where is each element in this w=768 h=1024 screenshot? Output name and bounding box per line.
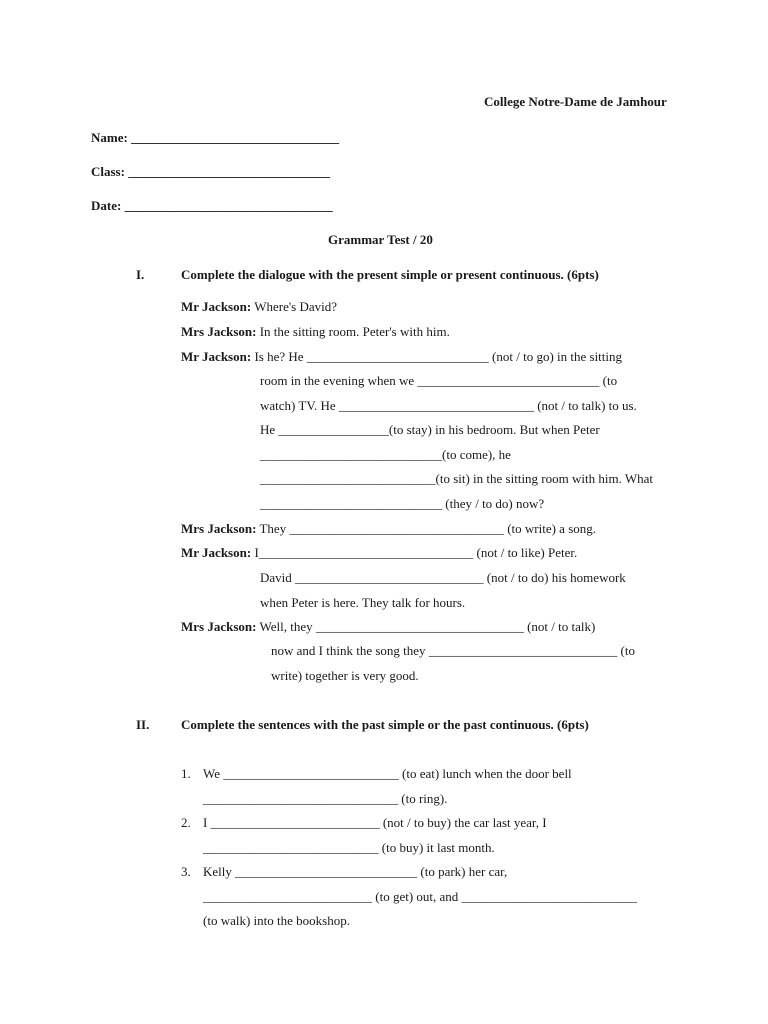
item-line: __________________________ (to get) out, and ___________________________ — [203, 889, 638, 904]
item-line: ___________________________ (to buy) it last month. — [203, 840, 495, 855]
name-blank[interactable]: _________________________________ — [131, 130, 339, 145]
date-blank[interactable]: _________________________________ — [124, 198, 333, 213]
dialogue-line — [181, 521, 596, 537]
name-field — [91, 130, 339, 146]
speaker-label: Mrs Jackson: — [181, 521, 257, 536]
dialogue-line — [181, 349, 622, 365]
speaker-label: Mrs Jackson: — [181, 324, 257, 339]
test-title: Grammar Test / 20 — [328, 232, 433, 247]
dialogue-line — [181, 324, 450, 340]
dialogue-text: room in the evening when we ____________________________ (to — [260, 373, 618, 388]
item-line: We ___________________________ (to eat) lunch when the door bell — [203, 766, 572, 781]
dialogue-line — [181, 299, 337, 315]
speaker-label: Mr Jackson: — [181, 545, 252, 560]
class-blank[interactable]: ________________________________ — [128, 164, 330, 179]
dialogue-text: now and I think the song they _____________________________ (to — [271, 643, 635, 658]
speaker-label: Mr Jackson: — [181, 349, 252, 364]
dialogue-text: I_________________________________ (not / to like) Peter. — [254, 545, 578, 560]
dialogue-text: write) together is very good. — [271, 668, 419, 683]
class-label: Class: — [91, 164, 125, 179]
dialogue-text: David _____________________________ (not / to do) his homework — [260, 570, 626, 585]
section2-instruction: Complete the sentences with the past simple or the past continuous. (6pts) — [181, 717, 589, 732]
dialogue-text: Well, they ________________________________ (not / to talk) — [259, 619, 596, 634]
dialogue-text: In the sitting room. Peter's with him. — [259, 324, 450, 339]
dialogue-text: Where's David? — [254, 299, 338, 314]
name-label: Name: — [91, 130, 128, 145]
item-line: I __________________________ (not / to buy) the car last year, I — [203, 815, 547, 830]
class-field — [91, 164, 330, 180]
item-number: 1. — [181, 766, 191, 781]
item-line: ______________________________ (to ring). — [203, 791, 448, 806]
dialogue-text: ____________________________ (they / to do) now? — [260, 496, 545, 511]
speaker-label: Mrs Jackson: — [181, 619, 257, 634]
school-name: College Notre-Dame de Jamhour — [484, 94, 667, 109]
item-line: (to walk) into the bookshop. — [203, 913, 350, 928]
dialogue-text: They _________________________________ (to write) a song. — [259, 521, 597, 536]
item-number: 3. — [181, 864, 191, 879]
dialogue-text: watch) TV. He ______________________________ (not / to talk) to us. — [260, 398, 637, 413]
dialogue-text: when Peter is here. They talk for hours. — [260, 595, 466, 610]
item-line: Kelly ____________________________ (to park) her car, — [203, 864, 508, 879]
section2-number: II. — [136, 717, 150, 732]
section1-number: I. — [136, 267, 145, 282]
date-label: Date: — [91, 198, 122, 213]
speaker-label: Mr Jackson: — [181, 299, 252, 314]
dialogue-line — [181, 619, 595, 635]
date-field — [91, 198, 332, 214]
dialogue-text: ___________________________(to sit) in the sitting room with him. What — [260, 471, 653, 486]
item-number: 2. — [181, 815, 191, 830]
dialogue-text: ____________________________(to come), he — [260, 447, 511, 462]
dialogue-line — [181, 545, 577, 561]
dialogue-text: Is he? He ____________________________ (not / to go) in the sitting — [254, 349, 623, 364]
dialogue-text: He _________________(to stay) in his bedroom. But when Peter — [260, 422, 600, 437]
section1-instruction: Complete the dialogue with the present simple or present continuous. (6pts) — [181, 267, 599, 282]
